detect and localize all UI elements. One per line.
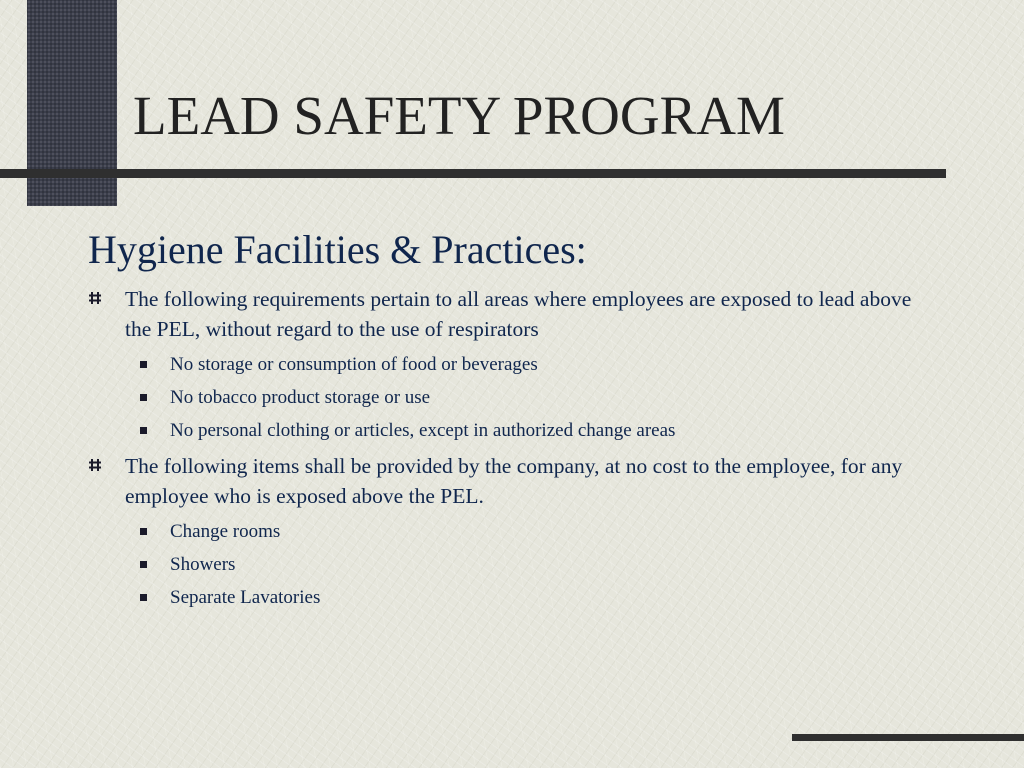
- title-rule: [0, 169, 946, 178]
- square-bullet-icon: [140, 394, 147, 401]
- bullet-item: [88, 451, 938, 511]
- bullet-text: The following requirements pertain to all areas where employees are exposed to lead above the PEL, without regard to the use of respirators: [125, 287, 912, 341]
- bullet-list: [88, 284, 938, 618]
- sub-item-text: No storage or consumption of food or beverages: [170, 354, 538, 375]
- sub-item: [88, 581, 938, 614]
- bullet-item: [88, 284, 938, 344]
- square-bullet-icon: [140, 594, 147, 601]
- hash-bullet-icon: [88, 291, 102, 305]
- sub-item: [88, 515, 938, 548]
- bottom-rule: [792, 734, 1024, 741]
- slide-title: LEAD SAFETY PROGRAM: [133, 85, 785, 146]
- square-bullet-icon: [140, 561, 147, 568]
- hash-bullet-icon: [88, 458, 102, 472]
- sub-item-text: Showers: [170, 554, 236, 575]
- sub-list: [88, 348, 938, 447]
- sub-list: [88, 515, 938, 614]
- sub-item-text: No tobacco product storage or use: [170, 387, 431, 408]
- sub-item: [88, 381, 938, 414]
- sub-item-text: Change rooms: [170, 521, 281, 542]
- square-bullet-icon: [140, 528, 147, 535]
- sub-item: [88, 348, 938, 381]
- sub-item: [88, 548, 938, 581]
- square-bullet-icon: [140, 427, 147, 434]
- bullet-text: The following items shall be provided by the company, at no cost to the employee, for any employee who is exposed above the PEL.: [125, 454, 903, 508]
- sub-item-text: Separate Lavatories: [170, 587, 321, 608]
- sub-item-text: No personal clothing or articles, except in authorized change areas: [170, 420, 676, 441]
- square-bullet-icon: [140, 361, 147, 368]
- section-heading: Hygiene Facilities & Practices:: [88, 227, 587, 272]
- sub-item: [88, 414, 938, 447]
